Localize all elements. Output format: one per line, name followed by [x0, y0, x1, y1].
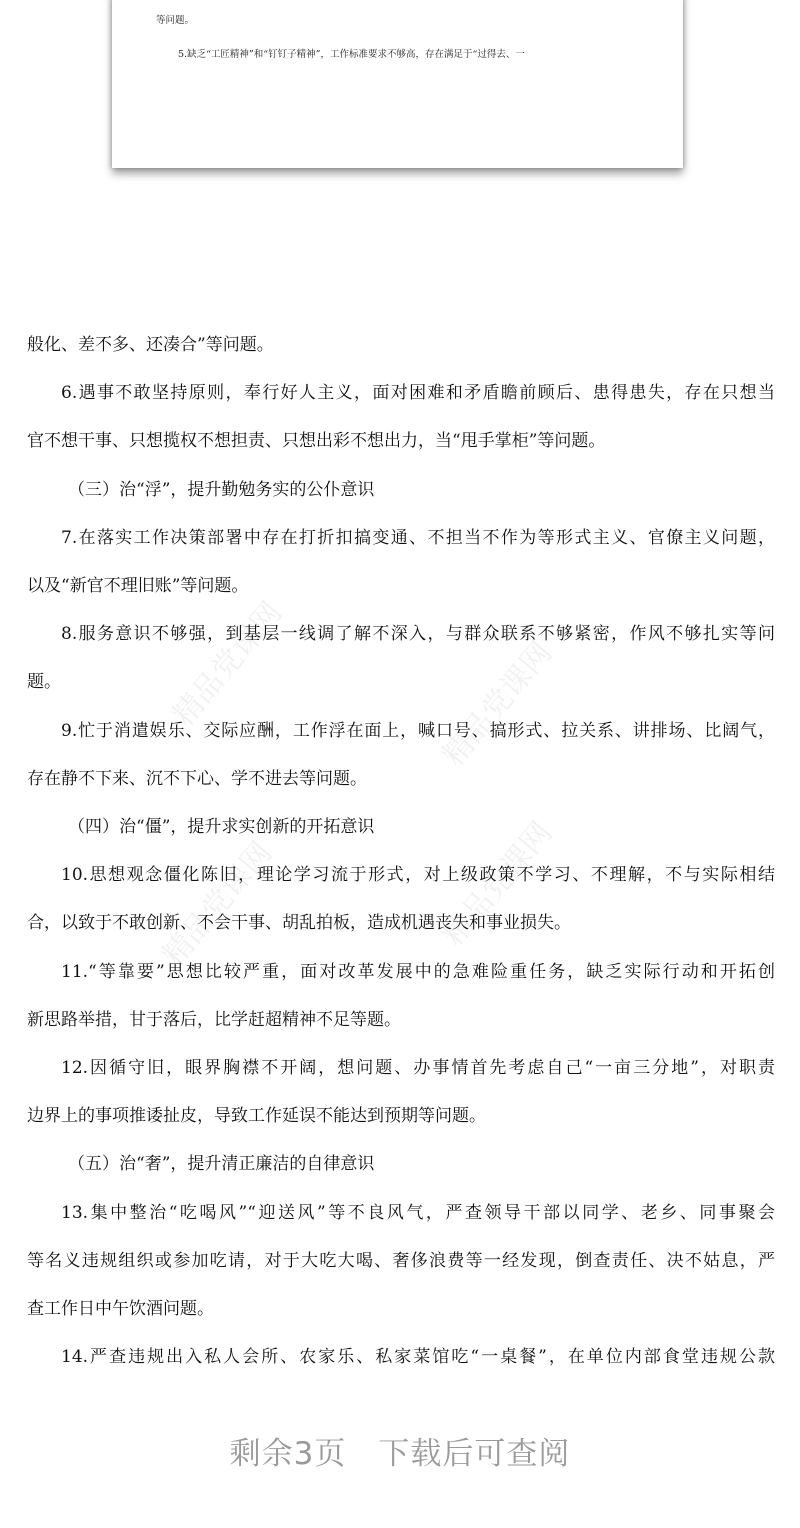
watermark-text: 精品党课网: [436, 815, 560, 953]
section-heading: （五）治“奢”，提升清正廉洁的自律意识: [68, 1154, 375, 1175]
preview-line: 等问题。: [156, 15, 195, 26]
remaining-pages-prompt[interactable]: 剩余3页 下载后可查阅: [229, 1436, 571, 1472]
text-line: 12.因循守旧，眼界胸襟不开阔，想问题、办事情首先考虑自己“一亩三分地”，对职责: [61, 1058, 775, 1078]
text-line: 11.“等靠要”思想比较严重，面对改革发展中的急难险重任务，缺乏实际行动和开拓创: [61, 961, 775, 982]
text-line: 存在静不下来、沉不下心、学不进去等问题。: [27, 768, 367, 789]
text-line: 以及“新官不理旧账”等问题。: [27, 576, 249, 596]
section-heading: （三）治“浮”，提升勤勉务实的公仆意识: [68, 479, 375, 500]
watermark-text: 精品党课网: [166, 595, 290, 733]
text-line: 14.严查违规出入私人会所、农家乐、私家菜馆吃“一桌餐”，在单位内部食堂违规公款: [61, 1347, 775, 1368]
text-line: 题。: [27, 672, 61, 693]
previous-page-preview: [112, 0, 683, 168]
text-line: 8.服务意识不够强，到基层一线调了解不深入，与群众联系不够紧密，作风不够扎实等问: [61, 624, 775, 645]
text-line: 6.遇事不敢坚持原则，奉行好人主义，面对困难和矛盾瞻前顾后、患得患失，存在只想当: [61, 383, 775, 404]
text-line: 合，以致于不敢创新、不会干事、胡乱拍板，造成机遇丧失和事业损失。: [27, 913, 571, 934]
text-line: 9.忙于消遣娱乐、交际应酬，工作浮在面上，喊口号、搞形式、拉关系、讲排场、比阔气，: [61, 720, 775, 741]
watermark-text: 精品党课网: [156, 835, 280, 973]
text-line: 边界上的事项推诿扯皮，导致工作延误不能达到预期等问题。: [27, 1106, 486, 1127]
text-line: 7.在落实工作决策部署中存在打折扣搞变通、不担当不作为等形式主义、官僚主义问题，: [61, 527, 775, 548]
section-heading: （四）治“僵”，提升求实创新的开拓意识: [68, 817, 375, 837]
text-line: 等名义违规组织或参加吃请，对于大吃大喝、奢侈浪费等一经发现，倒查责任、决不姑息，严: [27, 1250, 775, 1271]
text-line: 官不想干事、只想揽权不想担责、只想出彩不想出力，当“甩手掌柜”等问题。: [27, 431, 606, 452]
watermark-text: 精品党课网: [436, 635, 560, 773]
text-line: 新思路举措，甘于落后，比学赶超精神不足等题。: [27, 1009, 401, 1030]
text-line: 般化、差不多、还凑合”等问题。: [27, 335, 274, 355]
text-line: 13.集中整治“吃喝风”“迎送风”等不良风气，严查领导干部以同学、老乡、同事聚会: [61, 1202, 775, 1223]
preview-line: 5.缺乏“工匠精神”和“钉钉子精神”，工作标准要求不够高，存在满足于“过得去、一: [178, 49, 525, 60]
text-line: 查工作日中午饮酒问题。: [27, 1299, 214, 1319]
text-line: 10.思想观念僵化陈旧，理论学习流于形式，对上级政策不学习、不理解，不与实际相结: [61, 865, 775, 886]
